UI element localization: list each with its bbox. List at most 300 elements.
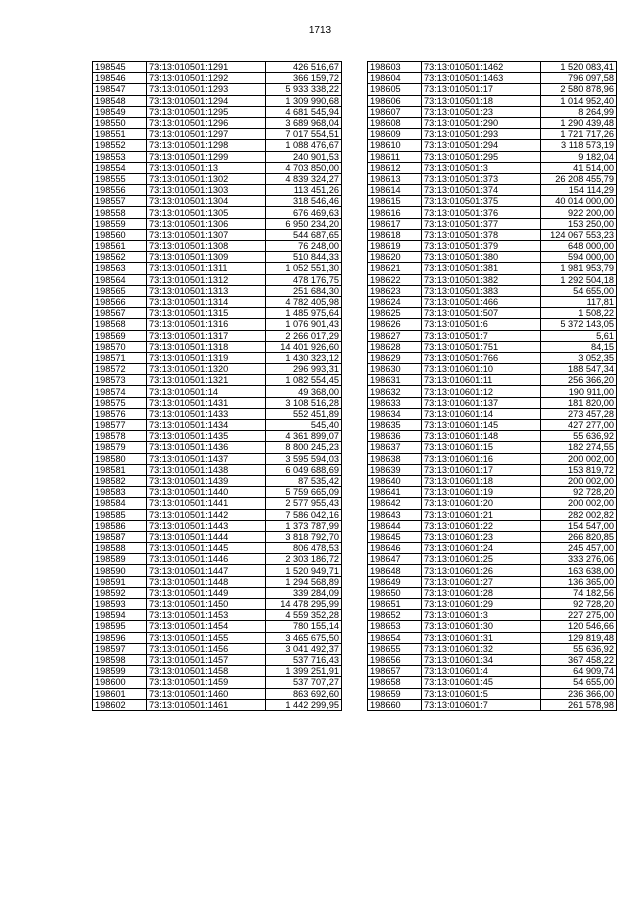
table-row	[368, 352, 617, 363]
table-row	[368, 475, 617, 486]
value-cell: 40 014 000,00	[541, 196, 617, 207]
value-cell: 478 176,75	[266, 274, 342, 285]
cadastral-number-cell: 73:13:010501:1454	[147, 621, 266, 632]
table-row	[93, 431, 342, 442]
row-number-cell: 198569	[93, 330, 147, 341]
value-cell: 200 002,00	[541, 453, 617, 464]
table-row	[93, 408, 342, 419]
value-cell: 9 182,04	[541, 151, 617, 162]
cadastral-number-cell: 73:13:010501:1463	[422, 73, 541, 84]
table-row	[368, 520, 617, 531]
cadastral-number-cell: 73:13:010601:5	[422, 688, 541, 699]
table-row	[93, 207, 342, 218]
table-row	[93, 587, 342, 598]
value-cell: 200 002,00	[541, 498, 617, 509]
table-row	[368, 341, 617, 352]
value-cell: 1 520 083,41	[541, 62, 617, 73]
table-row	[93, 531, 342, 542]
value-cell: 261 578,98	[541, 699, 617, 710]
value-cell: 1 052 551,30	[266, 263, 342, 274]
cadastral-number-cell: 73:13:010501:1314	[147, 296, 266, 307]
table-row	[93, 241, 342, 252]
row-number-cell: 198574	[93, 386, 147, 397]
value-cell: 1 292 504,18	[541, 274, 617, 285]
row-number-cell: 198604	[368, 73, 422, 84]
value-cell: 7 586 042,16	[266, 509, 342, 520]
row-number-cell: 198608	[368, 117, 422, 128]
row-number-cell: 198551	[93, 129, 147, 140]
row-number-cell: 198609	[368, 129, 422, 140]
row-number-cell: 198622	[368, 274, 422, 285]
row-number-cell: 198630	[368, 364, 422, 375]
table-row	[93, 475, 342, 486]
row-number-cell: 198643	[368, 509, 422, 520]
value-cell: 54 655,00	[541, 285, 617, 296]
row-number-cell: 198646	[368, 543, 422, 554]
cadastral-number-cell: 73:13:010601:32	[422, 643, 541, 654]
value-cell: 366 159,72	[266, 73, 342, 84]
table-row	[368, 576, 617, 587]
row-number-cell: 198620	[368, 252, 422, 263]
value-cell: 163 638,00	[541, 565, 617, 576]
row-number-cell: 198653	[368, 621, 422, 632]
table-row	[368, 442, 617, 453]
row-number-cell: 198636	[368, 431, 422, 442]
row-number-cell: 198568	[93, 319, 147, 330]
value-cell: 74 182,56	[541, 587, 617, 598]
cadastral-number-cell: 73:13:010601:45	[422, 677, 541, 688]
row-number-cell: 198634	[368, 408, 422, 419]
value-cell: 136 365,00	[541, 576, 617, 587]
table-row	[368, 654, 617, 665]
row-number-cell: 198639	[368, 464, 422, 475]
row-number-cell: 198578	[93, 431, 147, 442]
cadastral-number-cell: 73:13:010501:1448	[147, 576, 266, 587]
value-cell: 1 981 953,79	[541, 263, 617, 274]
row-number-cell: 198573	[93, 375, 147, 386]
cadastral-number-cell: 73:13:010501:1291	[147, 62, 266, 73]
table-row	[368, 140, 617, 151]
cadastral-number-cell: 73:13:010501:1442	[147, 509, 266, 520]
cadastral-number-cell: 73:13:010601:27	[422, 576, 541, 587]
cadastral-number-cell: 73:13:010601:3	[422, 610, 541, 621]
cadastral-number-cell: 73:13:010501:18	[422, 95, 541, 106]
value-cell: 1 508,22	[541, 308, 617, 319]
value-cell: 1 290 439,48	[541, 117, 617, 128]
cadastral-number-cell: 73:13:010501:1312	[147, 274, 266, 285]
row-number-cell: 198645	[368, 531, 422, 542]
row-number-cell: 198628	[368, 341, 422, 352]
cadastral-number-cell: 73:13:010501:1292	[147, 73, 266, 84]
cadastral-number-cell: 73:13:010601:7	[422, 699, 541, 710]
row-number-cell: 198552	[93, 140, 147, 151]
row-number-cell: 198550	[93, 117, 147, 128]
row-number-cell: 198656	[368, 654, 422, 665]
value-cell: 8 800 245,23	[266, 442, 342, 453]
table-row	[368, 173, 617, 184]
value-cell: 76 248,00	[266, 241, 342, 252]
value-cell: 1 520 949,71	[266, 565, 342, 576]
cadastral-number-cell: 73:13:010501:376	[422, 207, 541, 218]
cadastral-number-cell: 73:13:010501:13	[147, 162, 266, 173]
table-row	[93, 62, 342, 73]
row-number-cell: 198591	[93, 576, 147, 587]
table-row	[93, 543, 342, 554]
value-cell: 1 430 323,12	[266, 352, 342, 363]
table-row	[368, 531, 617, 542]
value-cell: 648 000,00	[541, 241, 617, 252]
row-number-cell: 198561	[93, 241, 147, 252]
row-number-cell: 198595	[93, 621, 147, 632]
table-row	[93, 341, 342, 352]
value-cell: 14 401 926,60	[266, 341, 342, 352]
cadastral-number-cell: 73:13:010501:379	[422, 241, 541, 252]
row-number-cell: 198584	[93, 498, 147, 509]
table-row	[368, 453, 617, 464]
table-row	[93, 565, 342, 576]
table-row	[93, 420, 342, 431]
table-row	[368, 487, 617, 498]
row-number-cell: 198547	[93, 84, 147, 95]
row-number-cell: 198621	[368, 263, 422, 274]
cadastral-number-cell: 73:13:010501:1447	[147, 565, 266, 576]
table-row	[93, 375, 342, 386]
table-row	[368, 296, 617, 307]
table-row	[368, 375, 617, 386]
cadastral-number-cell: 73:13:010501:380	[422, 252, 541, 263]
value-cell: 5 372 143,05	[541, 319, 617, 330]
row-number-cell: 198631	[368, 375, 422, 386]
value-cell: 14 478 295,99	[266, 599, 342, 610]
cadastral-number-cell: 73:13:010501:1306	[147, 218, 266, 229]
cadastral-number-cell: 73:13:010501:1295	[147, 106, 266, 117]
row-number-cell: 198605	[368, 84, 422, 95]
row-number-cell: 198572	[93, 364, 147, 375]
cadastral-number-cell: 73:13:010501:1317	[147, 330, 266, 341]
table-row	[368, 420, 617, 431]
value-cell: 1 088 476,67	[266, 140, 342, 151]
value-cell: 41 514,00	[541, 162, 617, 173]
row-number-cell: 198654	[368, 632, 422, 643]
cadastral-number-cell: 73:13:010501:1303	[147, 185, 266, 196]
cadastral-number-cell: 73:13:010601:30	[422, 621, 541, 632]
row-number-cell: 198626	[368, 319, 422, 330]
cadastral-number-cell: 73:13:010501:383	[422, 285, 541, 296]
cadastral-number-cell: 73:13:010501:295	[422, 151, 541, 162]
table-row	[368, 699, 617, 710]
table-row	[93, 498, 342, 509]
table-row	[368, 666, 617, 677]
cadastral-number-cell: 73:13:010501:6	[422, 319, 541, 330]
row-number-cell: 198644	[368, 520, 422, 531]
cadastral-number-cell: 73:13:010601:34	[422, 654, 541, 665]
row-number-cell: 198660	[368, 699, 422, 710]
value-cell: 537 707,27	[266, 677, 342, 688]
table-row	[93, 117, 342, 128]
value-cell: 296 993,31	[266, 364, 342, 375]
table-row	[93, 84, 342, 95]
value-cell: 1 373 787,99	[266, 520, 342, 531]
row-number-cell: 198594	[93, 610, 147, 621]
value-cell: 333 276,06	[541, 554, 617, 565]
cadastral-number-cell: 73:13:010501:378	[422, 229, 541, 240]
table-row	[93, 218, 342, 229]
table-row	[368, 330, 617, 341]
table-row	[368, 464, 617, 475]
value-cell: 1 442 299,95	[266, 699, 342, 710]
value-cell: 537 716,43	[266, 654, 342, 665]
table-row	[93, 73, 342, 84]
value-cell: 84,15	[541, 341, 617, 352]
value-cell: 806 478,53	[266, 543, 342, 554]
row-number-cell: 198606	[368, 95, 422, 106]
value-cell: 3 052,35	[541, 352, 617, 363]
cadastral-number-cell: 73:13:010501:373	[422, 173, 541, 184]
table-row	[93, 95, 342, 106]
table-row	[368, 106, 617, 117]
value-cell: 117,81	[541, 296, 617, 307]
table-row	[93, 364, 342, 375]
cadastral-number-cell: 73:13:010601:18	[422, 475, 541, 486]
cadastral-number-cell: 73:13:010501:1440	[147, 487, 266, 498]
table-row	[93, 599, 342, 610]
row-number-cell: 198564	[93, 274, 147, 285]
value-cell: 188 547,34	[541, 364, 617, 375]
cadastral-number-cell: 73:13:010501:1313	[147, 285, 266, 296]
value-cell: 154 547,00	[541, 520, 617, 531]
cadastral-number-cell: 73:13:010501:3	[422, 162, 541, 173]
cadastral-number-cell: 73:13:010501:1298	[147, 140, 266, 151]
value-cell: 780 155,14	[266, 621, 342, 632]
table-row	[368, 117, 617, 128]
value-cell: 2 303 186,72	[266, 554, 342, 565]
cadastral-number-cell: 73:13:010601:26	[422, 565, 541, 576]
cadastral-number-cell: 73:13:010501:377	[422, 218, 541, 229]
table-row	[93, 352, 342, 363]
table-row	[368, 73, 617, 84]
value-cell: 26 208 455,79	[541, 173, 617, 184]
row-number-cell: 198575	[93, 397, 147, 408]
cadastral-number-cell: 73:13:010601:22	[422, 520, 541, 531]
value-cell: 1 309 990,68	[266, 95, 342, 106]
row-number-cell: 198649	[368, 576, 422, 587]
row-number-cell: 198580	[93, 453, 147, 464]
table-row	[368, 565, 617, 576]
row-number-cell: 198642	[368, 498, 422, 509]
value-cell: 1 721 717,26	[541, 129, 617, 140]
table-row	[368, 498, 617, 509]
table-row	[368, 62, 617, 73]
value-cell: 1 082 554,45	[266, 375, 342, 386]
value-cell: 245 457,00	[541, 543, 617, 554]
table-row	[93, 185, 342, 196]
table-row	[93, 229, 342, 240]
value-cell: 2 266 017,29	[266, 330, 342, 341]
table-row	[93, 643, 342, 654]
cadastral-number-cell: 73:13:010501:1457	[147, 654, 266, 665]
table-row	[368, 308, 617, 319]
value-cell: 190 911,00	[541, 386, 617, 397]
cadastral-number-cell: 73:13:010501:1455	[147, 632, 266, 643]
table-row	[93, 162, 342, 173]
value-cell: 55 636,92	[541, 431, 617, 442]
row-number-cell: 198593	[93, 599, 147, 610]
table-row	[93, 106, 342, 117]
row-number-cell: 198610	[368, 140, 422, 151]
row-number-cell: 198548	[93, 95, 147, 106]
row-number-cell: 198655	[368, 643, 422, 654]
value-cell: 594 000,00	[541, 252, 617, 263]
row-number-cell: 198592	[93, 587, 147, 598]
value-cell: 49 368,00	[266, 386, 342, 397]
table-row	[368, 408, 617, 419]
value-cell: 54 655,00	[541, 677, 617, 688]
value-cell: 3 108 516,28	[266, 397, 342, 408]
table-row	[368, 95, 617, 106]
value-cell: 236 366,00	[541, 688, 617, 699]
table-row	[368, 319, 617, 330]
table-row	[368, 677, 617, 688]
value-cell: 545,40	[266, 420, 342, 431]
right-register-table	[367, 61, 617, 711]
row-number-cell: 198559	[93, 218, 147, 229]
cadastral-number-cell: 73:13:010501:17	[422, 84, 541, 95]
row-number-cell: 198648	[368, 565, 422, 576]
cadastral-number-cell: 73:13:010601:16	[422, 453, 541, 464]
table-row	[93, 632, 342, 643]
table-row	[368, 274, 617, 285]
value-cell: 282 002,82	[541, 509, 617, 520]
value-cell: 200 002,00	[541, 475, 617, 486]
cadastral-number-cell: 73:13:010501:1316	[147, 319, 266, 330]
value-cell: 4 559 352,28	[266, 610, 342, 621]
table-row	[93, 688, 342, 699]
row-number-cell: 198651	[368, 599, 422, 610]
value-cell: 2 580 878,96	[541, 84, 617, 95]
row-number-cell: 198583	[93, 487, 147, 498]
table-row	[93, 173, 342, 184]
value-cell: 427 277,00	[541, 420, 617, 431]
value-cell: 3 118 573,19	[541, 140, 617, 151]
row-number-cell: 198549	[93, 106, 147, 117]
value-cell: 1 014 952,40	[541, 95, 617, 106]
cadastral-number-cell: 73:13:010501:466	[422, 296, 541, 307]
table-row	[368, 431, 617, 442]
value-cell: 3 041 492,37	[266, 643, 342, 654]
row-number-cell: 198615	[368, 196, 422, 207]
table-row	[368, 84, 617, 95]
row-number-cell: 198640	[368, 475, 422, 486]
table-row	[93, 386, 342, 397]
value-cell: 426 516,67	[266, 62, 342, 73]
row-number-cell: 198647	[368, 554, 422, 565]
row-number-cell: 198589	[93, 554, 147, 565]
table-row	[368, 129, 617, 140]
cadastral-number-cell: 73:13:010601:19	[422, 487, 541, 498]
row-number-cell: 198545	[93, 62, 147, 73]
table-row	[93, 129, 342, 140]
table-row	[368, 599, 617, 610]
table-row	[368, 207, 617, 218]
table-row	[368, 252, 617, 263]
value-cell: 4 839 324,27	[266, 173, 342, 184]
table-row	[93, 140, 342, 151]
row-number-cell: 198546	[93, 73, 147, 84]
cadastral-number-cell: 73:13:010601:24	[422, 543, 541, 554]
cadastral-number-cell: 73:13:010501:1307	[147, 229, 266, 240]
row-number-cell: 198577	[93, 420, 147, 431]
cadastral-number-cell: 73:13:010601:28	[422, 587, 541, 598]
row-number-cell: 198587	[93, 531, 147, 542]
value-cell: 227 275,00	[541, 610, 617, 621]
cadastral-number-cell: 73:13:010601:17	[422, 464, 541, 475]
row-number-cell: 198590	[93, 565, 147, 576]
page-number: 1713	[308, 25, 332, 36]
cadastral-number-cell: 73:13:010501:294	[422, 140, 541, 151]
value-cell: 318 546,46	[266, 196, 342, 207]
value-cell: 5 933 338,22	[266, 84, 342, 95]
value-cell: 922 200,00	[541, 207, 617, 218]
value-cell: 64 909,74	[541, 666, 617, 677]
table-row	[93, 442, 342, 453]
cadastral-number-cell: 73:13:010501:1446	[147, 554, 266, 565]
table-row	[93, 610, 342, 621]
row-number-cell: 198596	[93, 632, 147, 643]
value-cell: 181 820,00	[541, 397, 617, 408]
cadastral-number-cell: 73:13:010501:1445	[147, 543, 266, 554]
cadastral-number-cell: 73:13:010501:1296	[147, 117, 266, 128]
row-number-cell: 198599	[93, 666, 147, 677]
cadastral-number-cell: 73:13:010501:14	[147, 386, 266, 397]
row-number-cell: 198637	[368, 442, 422, 453]
value-cell: 182 274,55	[541, 442, 617, 453]
cadastral-number-cell: 73:13:010601:20	[422, 498, 541, 509]
cadastral-number-cell: 73:13:010501:375	[422, 196, 541, 207]
cadastral-number-cell: 73:13:010601:11	[422, 375, 541, 386]
cadastral-number-cell: 73:13:010501:1311	[147, 263, 266, 274]
value-cell: 4 703 850,00	[266, 162, 342, 173]
value-cell: 1 294 568,89	[266, 576, 342, 587]
table-row	[93, 397, 342, 408]
value-cell: 1 399 251,91	[266, 666, 342, 677]
row-number-cell: 198603	[368, 62, 422, 73]
row-number-cell: 198624	[368, 296, 422, 307]
table-row	[93, 464, 342, 475]
table-row	[368, 218, 617, 229]
value-cell: 4 681 545,94	[266, 106, 342, 117]
row-number-cell: 198563	[93, 263, 147, 274]
table-row	[93, 263, 342, 274]
value-cell: 153 250,00	[541, 218, 617, 229]
cadastral-number-cell: 73:13:010601:31	[422, 632, 541, 643]
cadastral-number-cell: 73:13:010501:382	[422, 274, 541, 285]
row-number-cell: 198633	[368, 397, 422, 408]
cadastral-number-cell: 73:13:010501:1318	[147, 341, 266, 352]
cadastral-number-cell: 73:13:010501:293	[422, 129, 541, 140]
value-cell: 7 017 554,51	[266, 129, 342, 140]
row-number-cell: 198641	[368, 487, 422, 498]
row-number-cell: 198659	[368, 688, 422, 699]
value-cell: 6 950 234,20	[266, 218, 342, 229]
table-row	[93, 699, 342, 710]
cadastral-number-cell: 73:13:010601:148	[422, 431, 541, 442]
table-row	[93, 666, 342, 677]
row-number-cell: 198602	[93, 699, 147, 710]
cadastral-number-cell: 73:13:010501:1437	[147, 453, 266, 464]
cadastral-number-cell: 73:13:010501:7	[422, 330, 541, 341]
table-row	[368, 229, 617, 240]
row-number-cell: 198619	[368, 241, 422, 252]
